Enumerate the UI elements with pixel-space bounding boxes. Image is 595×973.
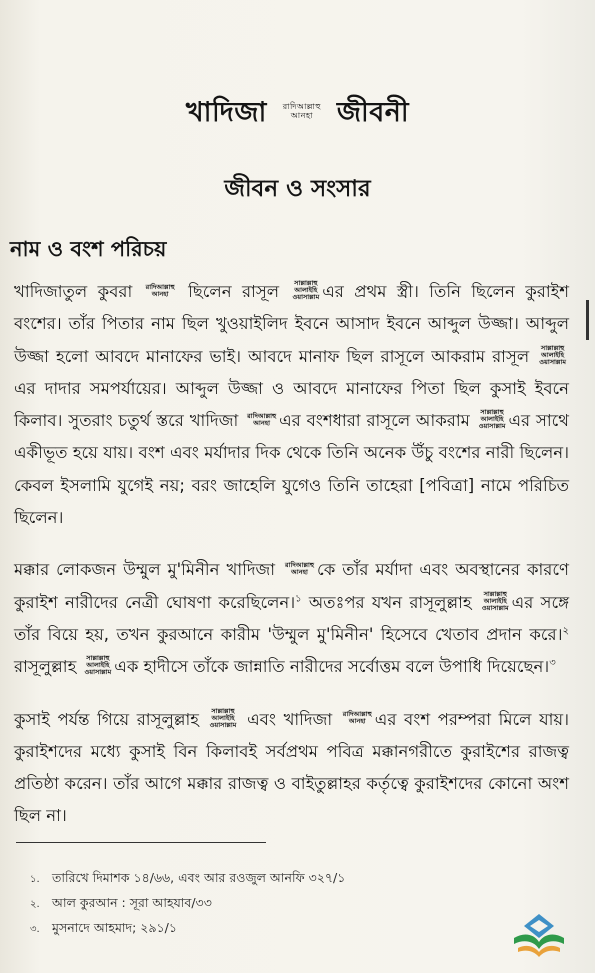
honorific-bottom: ওয়াসাল্লাম [481,603,509,612]
paragraph-2 [14,554,569,683]
radi-honorific [343,711,372,725]
footnote-marker[interactable]: ৩ [549,657,556,669]
paragraph-1 [14,276,569,534]
honorific-bottom: আনহা [290,110,313,120]
radi-honorific [285,562,314,576]
footnote-marker[interactable]: ১ [295,593,302,605]
saw-honorific [539,345,566,366]
honorific-bottom: ওয়াসাল্লাম [209,720,237,729]
saw-honorific [482,591,509,612]
honorific-mid: আলাইহি [480,415,504,424]
saw-honorific [210,708,237,729]
honorific-top: রাদিআল্লাহু [285,560,315,569]
honorific-bottom: ওয়াসাল্লাম [84,668,112,677]
paragraph-3 [14,704,569,833]
page-title [0,92,595,137]
p2-text-c: অতঃপর যখন রাসূলুল্লাহ [301,592,472,612]
honorific-bottom: ওয়াসাল্লাম [292,293,320,301]
honorific-mid: আলাইহি [541,350,565,359]
footnote-number: ২. [30,899,40,910]
saw-honorific [292,280,319,301]
p3-text-b: এবং খাদিজা [247,709,333,729]
honorific-bottom: ওয়াসাল্লাম [539,357,566,366]
p3-text-a: কুসাই পর্যন্ত গিয়ে রাসূলুল্লাহ [14,709,199,729]
radi-honorific [247,413,276,427]
honorific-mid: আলাইহি [483,596,507,605]
honorific-bottom: আনহা [291,567,308,576]
honorific-top: সাল্লাল্লাহু [211,706,235,715]
p1-text-a: খাদিজাতুল কুবরা [14,282,133,301]
honorific-top: রাদিআল্লাহু [145,282,175,291]
footnote-text: মুসনাদে আহমাদ; ২৯১/১ [52,920,177,935]
radi-honorific [146,284,175,298]
p2-text-b: কে তাঁর মর্যাদা এবং অবস্থানের কারণে কুরাইশ নারীদের নেত্রী ঘোষণা করেছিলেন। [14,560,569,612]
footnote-text: তারিখে দিমাশক ১৪/৬৬, এবং আর রওজুল আনফি ৩২৭/১ [52,870,346,885]
footnote-3 [30,916,345,941]
margin-mark [586,300,589,340]
honorific-mid: আলাইহি [211,713,235,722]
p2-text-a: মক্কার লোকজন উম্মুল মু'মিনীন খাদিজা [14,560,276,580]
honorific-top: রাদিআল্লাহু [247,411,277,420]
p2-text-d: এর সঙ্গে তাঁর বিয়ে হয়, তখন কুরআনে কারীম 'উম্মুল মু'মিনীন' হিসেবে খেতাব প্রদান করে। [14,592,570,644]
saw-honorific [479,409,506,430]
p1-text-d: এর দাদার সমপর্যায়ের। আব্দুল উজ্জা ও আবদে মানাফের পিতা ছিল কুসাই ইবনে কিলাব। সুতরাং চতুর্থ স্তরে খাদিজা [14,378,569,431]
book-logo-icon [510,912,568,958]
honorific-top: সাল্লাল্লাহু [86,654,110,663]
honorific-top: রাদিআল্লাহু [282,101,321,111]
honorific-bottom: আনহা [253,418,271,427]
footnote-number: ১. [30,874,40,885]
honorific-bottom: আনহা [151,289,169,298]
footnote-1 [30,866,345,891]
honorific-top: সাল্লাল্লাহু [480,408,504,417]
honorific-mid: আলাইহি [86,661,110,670]
title-honorific [283,102,321,120]
p1-text-f: এর সাথে একীভূত হয়ে যায়। বংশ এবং মর্যাদার দিক থেকে তিনি অনেক উঁচু বংশের নারী ছিলেন। কেবল ইসলামি যুগেই নয়; বরং জাহেলি যুগেও তিনি তাহেরা [পবিত্রা] নামে পরিচিত ছিলেন। [14,411,569,528]
honorific-bottom: আনহা [348,717,366,726]
honorific-top: সাল্লাল্লাহু [540,343,565,352]
honorific-top: সাল্লাল্লাহু [483,589,507,598]
body-text [14,276,569,853]
title-left: খাদিজা [185,97,267,128]
footnote-number: ৩. [30,924,40,935]
chapter-subtitle: জীবন ও সংসার [224,176,371,202]
footnotes [30,866,345,941]
section-heading: নাম ও বংশ পরিচয় [10,237,167,261]
p1-text-c: এর প্রথম স্ত্রী। তিনি ছিলেন কুরাইশ বংশের। তাঁর পিতার নাম ছিল খুওয়াইলিদ ইবনে আসাদ ইবনে আব্দুল উজ্জা। আব্দুল উজ্জা হলো আবদে মানাফের ভাই। আবদে মানাফ ছিল রাসূলে আকরাম রাসূল [14,282,569,366]
p2-text-e: রাসূলুল্লাহ [14,657,77,677]
honorific-mid: আলাইহি [294,286,318,294]
p1-text-b: ছিলেন রাসূল [188,282,280,301]
p1-text-e: এর বংশধারা রাসূলে আকরাম [279,411,470,431]
footnote-marker[interactable]: ২ [562,625,569,637]
p2-text-f: এক হাদীসে তাঁকে জান্নাতি নারীদের সর্বোত্তম বলে উপাধি দিয়েছেন। [114,657,550,677]
honorific-bottom: ওয়াসাল্লাম [478,422,506,431]
footnote-text: আল কুরআন : সূরা আহযাব/৩৩ [52,895,212,910]
honorific-top: সাল্লাল্লাহু [294,279,318,287]
p3-text-c: এর বংশ পরম্পরা মিলে যায়। কুরাইশদের মধ্যে কুসাই বিন কিলাবই সর্বপ্রথম পবিত্র মক্কানগরীতে কুরাইশের রাজত্ব প্রতিষ্ঠা করেন। তাঁর আগে মক্কার রাজত্ব ও বাইতুল্লাহর কর্তৃত্বে কুরাইশদের কোনো অংশ ছিল না। [14,709,570,826]
title-right: জীবনী [336,97,410,128]
saw-honorific [85,655,112,676]
footnote-divider [16,842,266,843]
footnote-2 [30,891,345,916]
honorific-top: রাদিআল্লাহু [342,710,372,719]
